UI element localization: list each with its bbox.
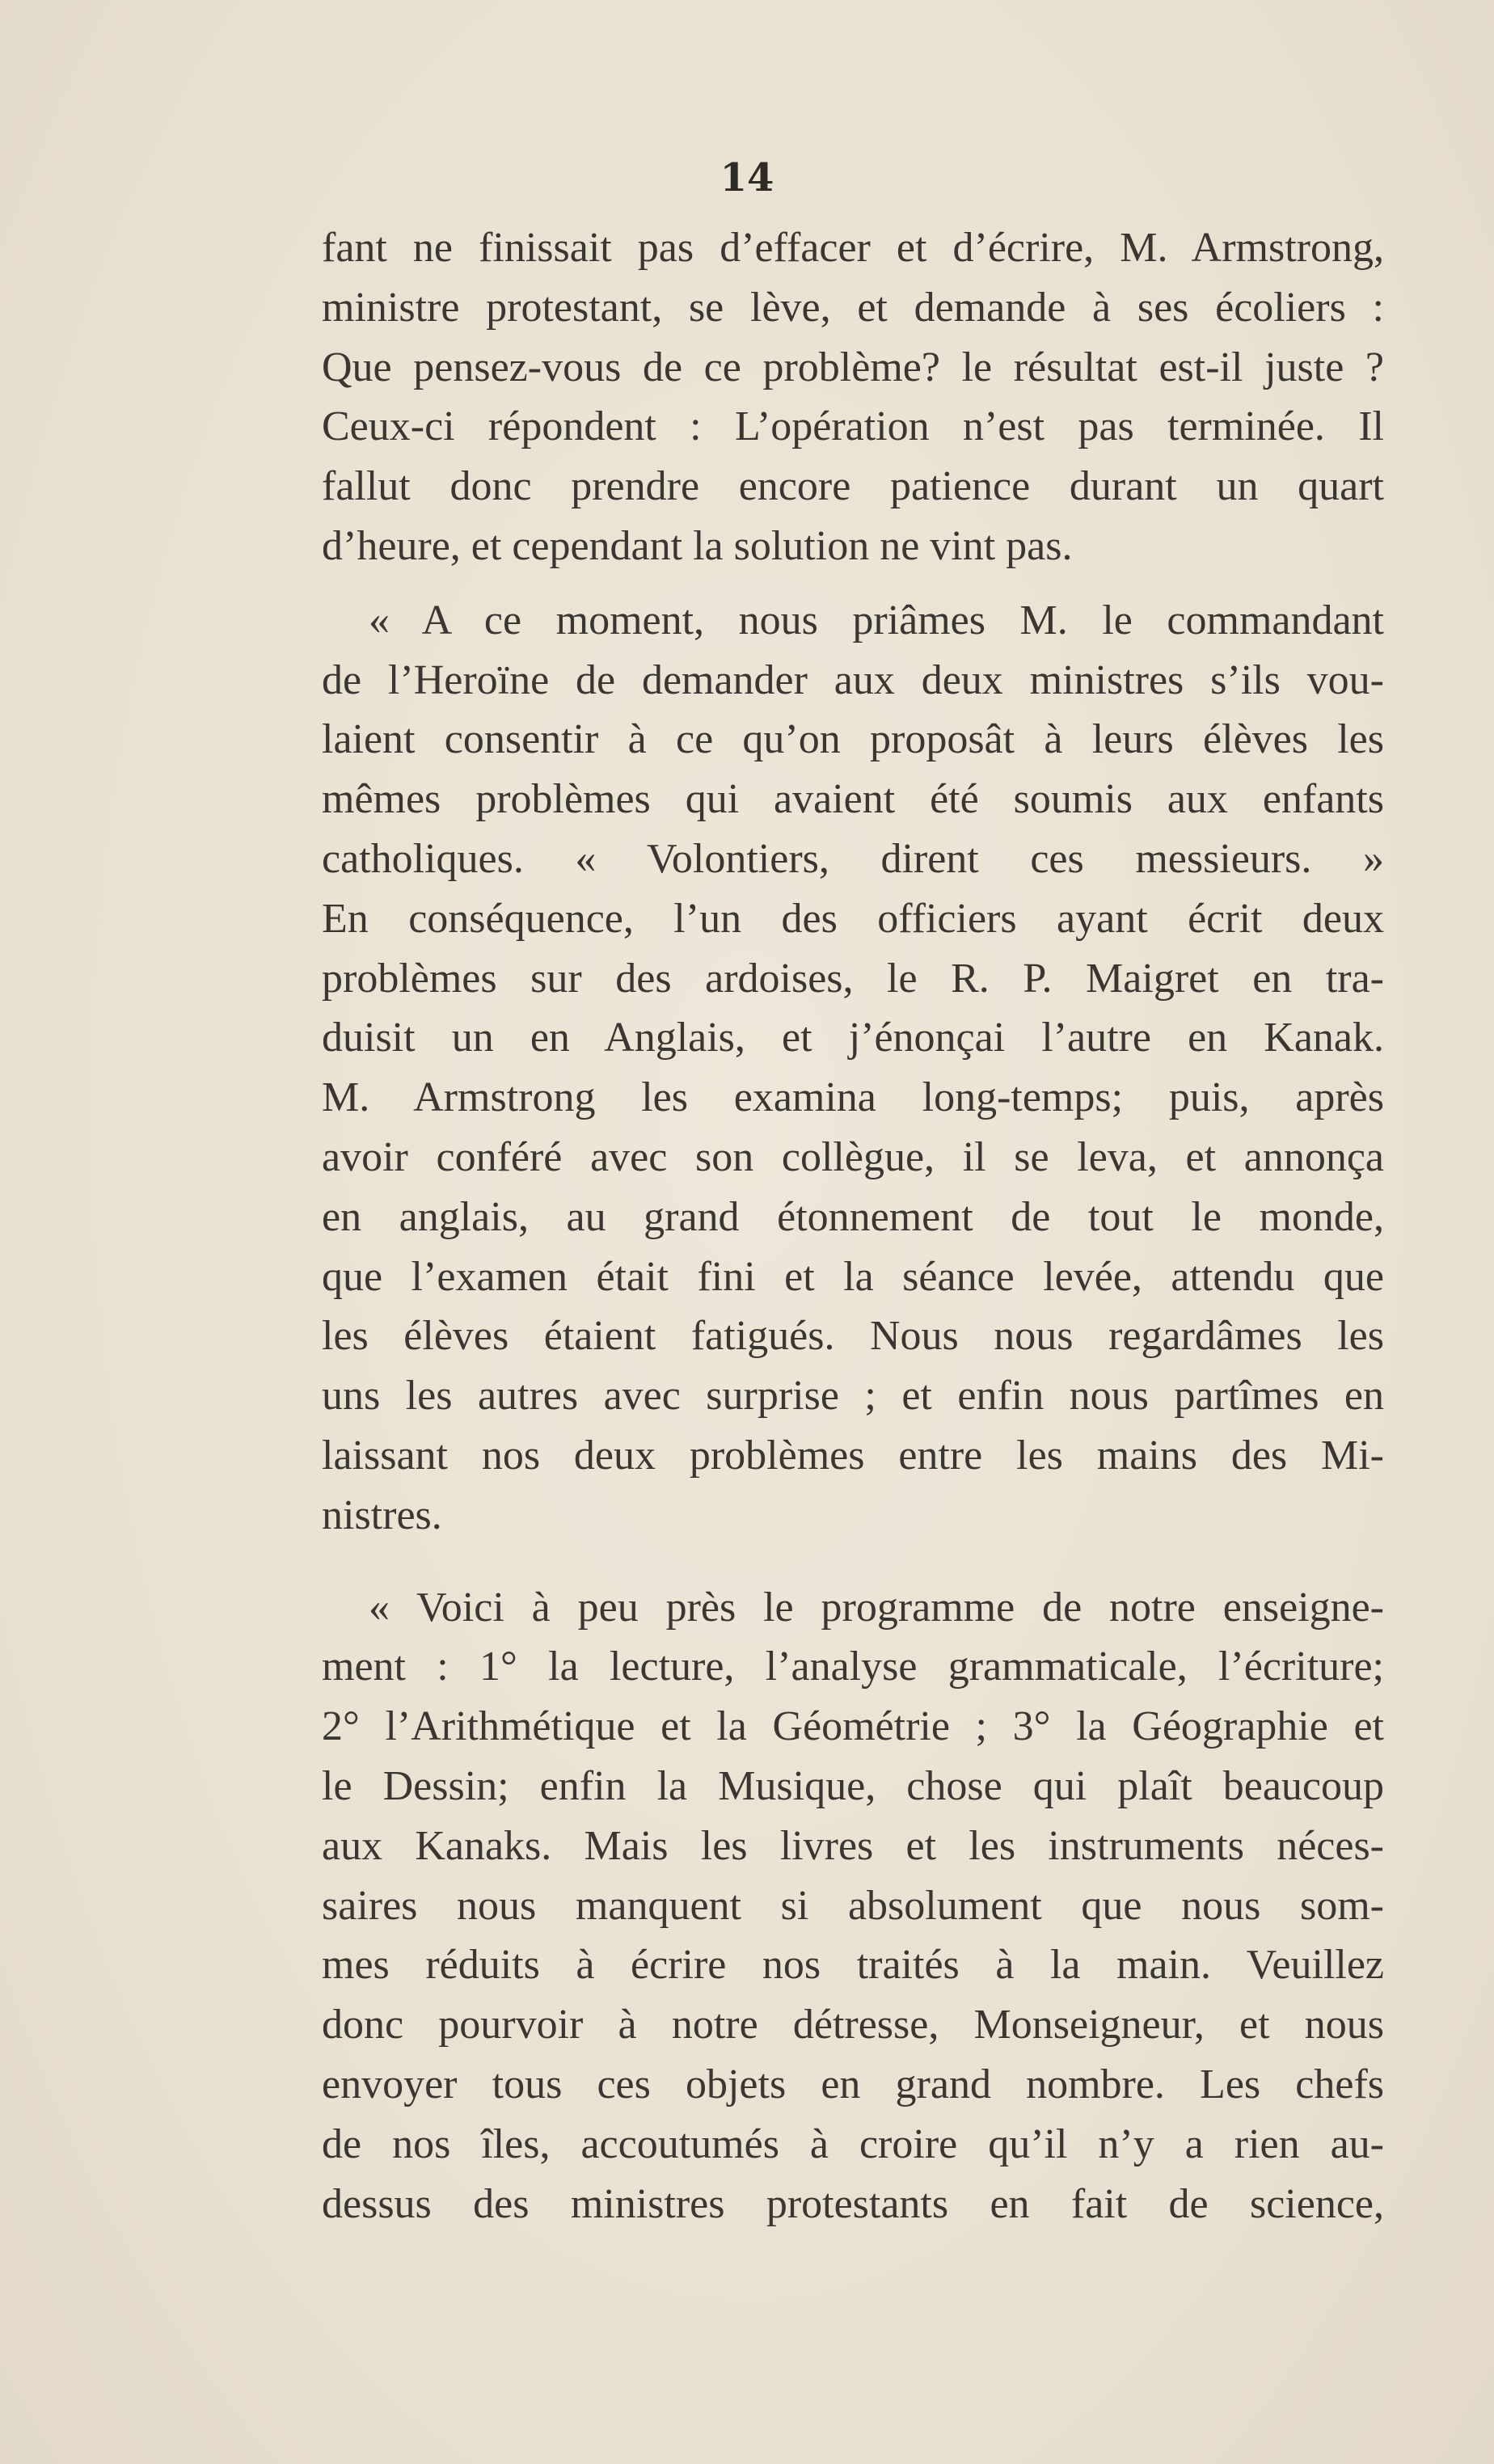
text-line: en anglais, au grand étonnement de tout le monde,: [322, 1193, 1384, 1240]
text-line: fallut donc prendre encore patience durant un quart: [322, 463, 1384, 510]
paragraph-1: [322, 218, 1384, 576]
text-line: ment : 1° la lecture, l’analyse grammaticale, l’écriture;: [322, 1643, 1384, 1690]
text-line: En conséquence, l’un des officiers ayant écrit deux: [322, 895, 1384, 942]
text-line: laissant nos deux problèmes entre les mains des Mi-: [322, 1432, 1384, 1479]
text-line: ministre protestant, se lève, et demande à ses écoliers :: [322, 284, 1384, 331]
text-line: dessus des ministres protestants en fait de science,: [322, 2180, 1384, 2227]
text-line: Ceux-ci répondent : L’opération n’est pas terminée. Il: [322, 403, 1384, 450]
text-line: d’heure, et cependant la solution ne vint pas.: [322, 522, 1073, 569]
text-line: le Dessin; enfin la Musique, chose qui plaît beaucoup: [322, 1762, 1384, 1809]
paragraph-2: [322, 591, 1384, 1546]
page-number: 14: [720, 155, 774, 200]
text-line: les élèves étaient fatigués. Nous nous regardâmes les: [322, 1313, 1384, 1360]
text-line: de l’Heroïne de demander aux deux ministres s’ils vou-: [322, 656, 1384, 703]
text-line: de nos îles, accoutumés à croire qu’il n’y a rien au-: [322, 2120, 1384, 2167]
text-line: aux Kanaks. Mais les livres et les instruments néces-: [322, 1822, 1384, 1869]
text-line: donc pourvoir à notre détresse, Monseigneur, et nous: [322, 2002, 1384, 2048]
text-line: nistres.: [322, 1491, 442, 1538]
text-line: mes réduits à écrire nos traités à la main. Veuillez: [322, 1942, 1384, 1989]
text-line: fant ne finissait pas d’effacer et d’écrire, M. Armstrong,: [322, 225, 1384, 271]
paragraph-3: [322, 1578, 1384, 2234]
text-line: envoyer tous ces objets en grand nombre. Les chefs: [322, 2061, 1384, 2107]
text-line: mêmes problèmes qui avaient été soumis aux enfants: [322, 776, 1384, 823]
text-line: Que pensez-vous de ce problème? le résultat est-il juste ?: [322, 344, 1384, 390]
text-line: M. Armstrong les examina long-temps; puis, après: [322, 1074, 1384, 1121]
text-line: uns les autres avec surprise ; et enfin nous partîmes en: [322, 1373, 1384, 1420]
body-text: [322, 218, 1384, 2234]
text-line: saires nous manquent si absolument que nous som-: [322, 1882, 1384, 1929]
text-line: 2° l’Arithmétique et la Géométrie ; 3° la Géographie et: [322, 1703, 1384, 1750]
text-line: catholiques. « Volontiers, dirent ces messieurs. »: [322, 835, 1384, 882]
text-line: que l’examen était fini et la séance levée, attendu que: [322, 1253, 1384, 1300]
text-line: « Voici à peu près le programme de notre enseigne-: [369, 1584, 1384, 1631]
text-line: « A ce moment, nous priâmes M. le commandant: [369, 597, 1384, 643]
text-line: duisit un en Anglais, et j’énonçai l’autre en Kanak.: [322, 1015, 1384, 1061]
paragraph-gap: [322, 1546, 1384, 1578]
text-line: laient consentir à ce qu’on proposât à leurs élèves les: [322, 716, 1384, 763]
text-line: problèmes sur des ardoises, le R. P. Maigret en tra-: [322, 955, 1384, 1002]
text-line: avoir conféré avec son collègue, il se leva, et annonça: [322, 1133, 1384, 1180]
paragraph-gap: [322, 576, 1384, 591]
